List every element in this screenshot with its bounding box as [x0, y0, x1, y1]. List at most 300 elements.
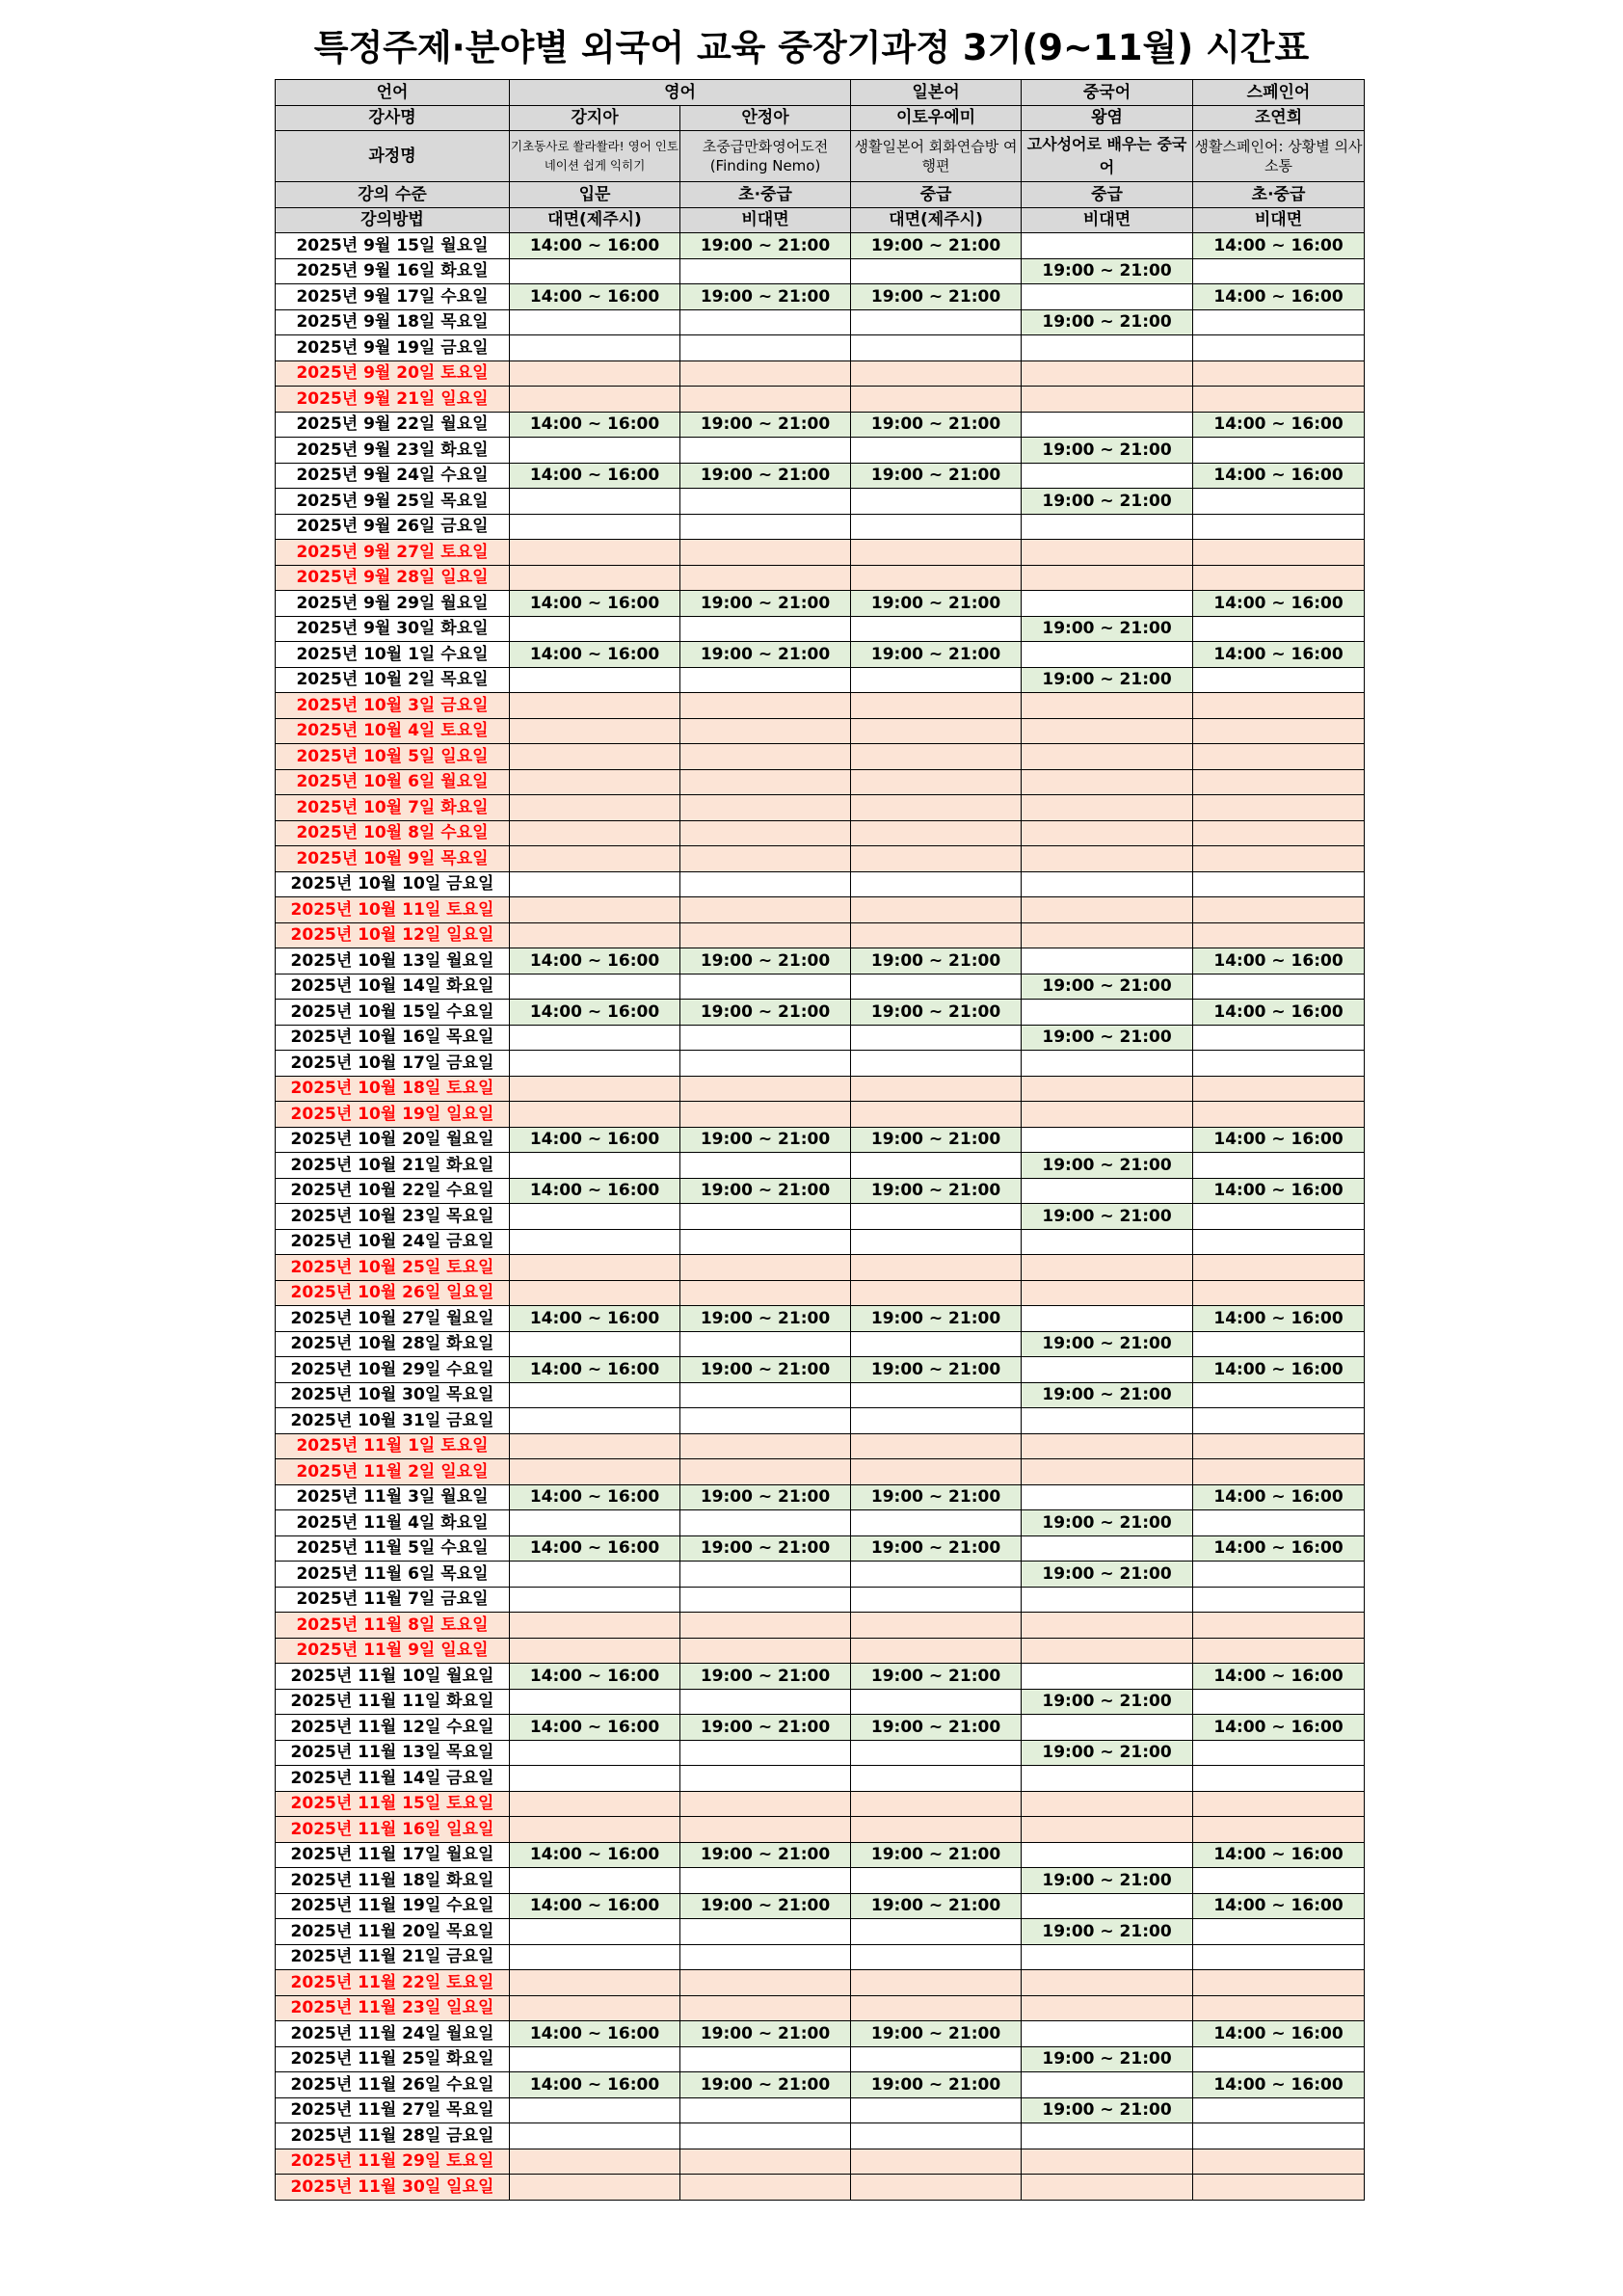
empty-cell: [680, 2046, 851, 2072]
empty-cell: [680, 438, 851, 464]
empty-cell: [510, 1740, 680, 1766]
empty-cell: [510, 718, 680, 744]
empty-cell: [510, 1995, 680, 2021]
class-time-cell: 19:00 ~ 21:00: [680, 2021, 851, 2047]
empty-cell: [680, 1562, 851, 1588]
schedule-row: [276, 1357, 1365, 1383]
date-cell: 2025년 9월 18일 목요일: [276, 309, 510, 335]
date-cell: 2025년 11월 2일 일요일: [276, 1459, 510, 1485]
empty-cell: [1193, 846, 1365, 872]
class-time-cell: 19:00 ~ 21:00: [680, 1715, 851, 1741]
empty-cell: [1193, 565, 1365, 591]
date-cell: 2025년 11월 19일 수요일: [276, 1893, 510, 1919]
date-cell: 2025년 10월 6일 월요일: [276, 769, 510, 795]
empty-cell: [680, 795, 851, 821]
class-time-cell: 14:00 ~ 16:00: [1193, 2021, 1365, 2047]
date-cell: 2025년 11월 10일 월요일: [276, 1664, 510, 1690]
empty-cell: [1022, 2149, 1193, 2175]
schedule-row: [276, 2021, 1365, 2047]
date-cell: 2025년 11월 3일 월요일: [276, 1484, 510, 1510]
class-time-cell: 19:00 ~ 21:00: [1022, 667, 1193, 693]
empty-cell: [510, 1102, 680, 1128]
empty-cell: [1193, 744, 1365, 770]
date-cell: 2025년 11월 9일 일요일: [276, 1638, 510, 1664]
empty-cell: [1022, 1791, 1193, 1817]
empty-cell: [680, 1255, 851, 1281]
empty-cell: [1022, 846, 1193, 872]
schedule-row: [276, 335, 1365, 361]
schedule-row: [276, 1893, 1365, 1919]
class-time-cell: 19:00 ~ 21:00: [680, 948, 851, 974]
empty-cell: [851, 744, 1022, 770]
holiday-row: [276, 540, 1365, 566]
schedule-row: [276, 871, 1365, 897]
class-time-cell: 14:00 ~ 16:00: [1193, 1535, 1365, 1562]
holiday-row: [276, 2149, 1365, 2175]
empty-cell: [680, 360, 851, 387]
empty-cell: [851, 565, 1022, 591]
holiday-row: [276, 693, 1365, 719]
holiday-row: [276, 1255, 1365, 1281]
class-time-cell: 19:00 ~ 21:00: [1022, 438, 1193, 464]
date-cell: 2025년 10월 28일 화요일: [276, 1331, 510, 1357]
holiday-row: [276, 1817, 1365, 1843]
date-cell: 2025년 10월 15일 수요일: [276, 1000, 510, 1026]
schedule-row: [276, 514, 1365, 540]
class-time-cell: 19:00 ~ 21:00: [1022, 1562, 1193, 1588]
holiday-row: [276, 922, 1365, 948]
class-time-cell: 14:00 ~ 16:00: [1193, 1893, 1365, 1919]
schedule-row: [276, 1025, 1365, 1051]
course-method: 비대면: [1022, 207, 1193, 233]
empty-cell: [680, 1280, 851, 1306]
class-time-cell: 19:00 ~ 21:00: [851, 591, 1022, 617]
schedule-row: [276, 1587, 1365, 1613]
empty-cell: [1022, 642, 1193, 668]
schedule-row: [276, 1051, 1365, 1077]
empty-cell: [851, 540, 1022, 566]
empty-cell: [851, 820, 1022, 846]
class-time-cell: 19:00 ~ 21:00: [680, 463, 851, 489]
date-cell: 2025년 10월 26일 일요일: [276, 1280, 510, 1306]
empty-cell: [1193, 667, 1365, 693]
empty-cell: [680, 1970, 851, 1996]
class-time-cell: 14:00 ~ 16:00: [510, 1893, 680, 1919]
empty-cell: [1022, 948, 1193, 974]
schedule-row: [276, 1868, 1365, 1894]
schedule-row: [276, 2046, 1365, 2072]
empty-cell: [1022, 1178, 1193, 1204]
language-spanish: 스페인어: [1193, 80, 1365, 106]
date-cell: 2025년 11월 6일 목요일: [276, 1562, 510, 1588]
empty-cell: [510, 974, 680, 1000]
empty-cell: [680, 1868, 851, 1894]
empty-cell: [851, 1766, 1022, 1792]
empty-cell: [851, 1153, 1022, 1179]
empty-cell: [1022, 1664, 1193, 1690]
empty-cell: [1022, 387, 1193, 413]
empty-cell: [510, 795, 680, 821]
class-time-cell: 19:00 ~ 21:00: [851, 1664, 1022, 1690]
empty-cell: [1193, 1638, 1365, 1664]
empty-cell: [1193, 1459, 1365, 1485]
empty-cell: [1022, 744, 1193, 770]
empty-cell: [1193, 769, 1365, 795]
empty-cell: [510, 1331, 680, 1357]
class-time-cell: 14:00 ~ 16:00: [1193, 284, 1365, 310]
empty-cell: [1022, 1944, 1193, 1970]
empty-cell: [680, 1613, 851, 1639]
date-cell: 2025년 11월 21일 금요일: [276, 1944, 510, 1970]
class-time-cell: 19:00 ~ 21:00: [1022, 1331, 1193, 1357]
empty-cell: [680, 1510, 851, 1536]
language-japanese: 일본어: [851, 80, 1022, 106]
empty-cell: [1193, 1944, 1365, 1970]
holiday-row: [276, 1970, 1365, 1996]
course-method: 대면(제주시): [510, 207, 680, 233]
date-cell: 2025년 10월 5일 일요일: [276, 744, 510, 770]
date-cell: 2025년 11월 28일 금요일: [276, 2123, 510, 2149]
schedule-row: [276, 1510, 1365, 1536]
empty-cell: [1193, 1613, 1365, 1639]
empty-cell: [510, 438, 680, 464]
date-cell: 2025년 11월 14일 금요일: [276, 1766, 510, 1792]
empty-cell: [680, 744, 851, 770]
class-time-cell: 19:00 ~ 21:00: [851, 233, 1022, 259]
class-time-cell: 14:00 ~ 16:00: [510, 591, 680, 617]
empty-cell: [1022, 795, 1193, 821]
class-time-cell: 19:00 ~ 21:00: [1022, 1510, 1193, 1536]
date-cell: 2025년 10월 24일 금요일: [276, 1229, 510, 1255]
course-method: 대면(제주시): [851, 207, 1022, 233]
empty-cell: [851, 1970, 1022, 1996]
empty-cell: [1022, 1995, 1193, 2021]
empty-cell: [510, 1204, 680, 1230]
empty-cell: [1022, 463, 1193, 489]
course-level: 입문: [510, 182, 680, 208]
class-time-cell: 14:00 ~ 16:00: [1193, 412, 1365, 438]
empty-cell: [1022, 1433, 1193, 1459]
empty-cell: [680, 693, 851, 719]
empty-cell: [510, 1025, 680, 1051]
holiday-row: [276, 1638, 1365, 1664]
instructor-name: 왕염: [1022, 105, 1193, 131]
holiday-row: [276, 718, 1365, 744]
holiday-row: [276, 897, 1365, 923]
date-cell: 2025년 9월 20일 토요일: [276, 360, 510, 387]
empty-cell: [851, 335, 1022, 361]
class-time-cell: 14:00 ~ 16:00: [510, 1306, 680, 1332]
empty-cell: [851, 1382, 1022, 1408]
class-time-cell: 14:00 ~ 16:00: [1193, 2072, 1365, 2098]
class-time-cell: 14:00 ~ 16:00: [1193, 948, 1365, 974]
date-cell: 2025년 9월 24일 수요일: [276, 463, 510, 489]
holiday-row: [276, 387, 1365, 413]
empty-cell: [851, 1868, 1022, 1894]
class-time-cell: 14:00 ~ 16:00: [1193, 1306, 1365, 1332]
empty-cell: [1022, 591, 1193, 617]
class-time-cell: 14:00 ~ 16:00: [1193, 1127, 1365, 1153]
empty-cell: [680, 565, 851, 591]
class-time-cell: 14:00 ~ 16:00: [510, 948, 680, 974]
class-time-cell: 14:00 ~ 16:00: [1193, 233, 1365, 259]
language-label: 언어: [276, 80, 510, 106]
schedule-row: [276, 489, 1365, 515]
method-header-row: [276, 207, 1365, 233]
empty-cell: [680, 1051, 851, 1077]
schedule-row: [276, 2097, 1365, 2123]
class-time-cell: 19:00 ~ 21:00: [851, 1000, 1022, 1026]
empty-cell: [1022, 233, 1193, 259]
class-time-cell: 19:00 ~ 21:00: [851, 1842, 1022, 1868]
empty-cell: [510, 769, 680, 795]
empty-cell: [1022, 1817, 1193, 1843]
class-time-cell: 19:00 ~ 21:00: [1022, 2046, 1193, 2072]
holiday-row: [276, 1791, 1365, 1817]
empty-cell: [680, 922, 851, 948]
date-cell: 2025년 9월 17일 수요일: [276, 284, 510, 310]
empty-cell: [851, 1995, 1022, 2021]
course-level: 중급: [851, 182, 1022, 208]
empty-cell: [1022, 1715, 1193, 1741]
date-cell: 2025년 11월 8일 토요일: [276, 1613, 510, 1639]
schedule-row: [276, 309, 1365, 335]
class-time-cell: 19:00 ~ 21:00: [680, 1178, 851, 1204]
date-cell: 2025년 11월 26일 수요일: [276, 2072, 510, 2098]
course-level: 초·중급: [1193, 182, 1365, 208]
class-time-cell: 14:00 ~ 16:00: [1193, 1178, 1365, 1204]
empty-cell: [680, 1638, 851, 1664]
empty-cell: [510, 1944, 680, 1970]
date-cell: 2025년 10월 29일 수요일: [276, 1357, 510, 1383]
class-time-cell: 19:00 ~ 21:00: [1022, 1204, 1193, 1230]
empty-cell: [680, 974, 851, 1000]
date-cell: 2025년 11월 4일 화요일: [276, 1510, 510, 1536]
empty-cell: [1193, 1868, 1365, 1894]
schedule-row: [276, 1766, 1365, 1792]
empty-cell: [851, 2123, 1022, 2149]
holiday-row: [276, 1459, 1365, 1485]
empty-cell: [1193, 1689, 1365, 1715]
empty-cell: [1022, 1102, 1193, 1128]
class-time-cell: 19:00 ~ 21:00: [680, 1000, 851, 1026]
date-cell: 2025년 10월 31일 금요일: [276, 1408, 510, 1434]
empty-cell: [1193, 1204, 1365, 1230]
schedule-row: [276, 233, 1365, 259]
course-method: 비대면: [1193, 207, 1365, 233]
empty-cell: [510, 1970, 680, 1996]
date-cell: 2025년 10월 9일 목요일: [276, 846, 510, 872]
empty-cell: [851, 769, 1022, 795]
schedule-row: [276, 258, 1365, 284]
empty-cell: [1193, 1817, 1365, 1843]
empty-cell: [680, 1331, 851, 1357]
class-time-cell: 19:00 ~ 21:00: [1022, 974, 1193, 1000]
empty-cell: [1022, 1280, 1193, 1306]
class-time-cell: 19:00 ~ 21:00: [851, 1893, 1022, 1919]
empty-cell: [1022, 922, 1193, 948]
class-time-cell: 19:00 ~ 21:00: [680, 1357, 851, 1383]
holiday-row: [276, 846, 1365, 872]
date-cell: 2025년 11월 13일 목요일: [276, 1740, 510, 1766]
date-cell: 2025년 9월 15일 월요일: [276, 233, 510, 259]
empty-cell: [851, 489, 1022, 515]
empty-cell: [1022, 1638, 1193, 1664]
class-time-cell: 14:00 ~ 16:00: [1193, 1484, 1365, 1510]
course-title: 초중급만화영어도전 (Finding Nemo): [680, 131, 851, 182]
empty-cell: [510, 565, 680, 591]
class-time-cell: 14:00 ~ 16:00: [510, 1178, 680, 1204]
date-cell: 2025년 10월 4일 토요일: [276, 718, 510, 744]
date-cell: 2025년 10월 1일 수요일: [276, 642, 510, 668]
empty-cell: [680, 387, 851, 413]
empty-cell: [680, 897, 851, 923]
empty-cell: [510, 693, 680, 719]
schedule-row: [276, 642, 1365, 668]
empty-cell: [1022, 1000, 1193, 1026]
empty-cell: [851, 2175, 1022, 2201]
empty-cell: [680, 309, 851, 335]
empty-cell: [510, 1638, 680, 1664]
date-cell: 2025년 10월 8일 수요일: [276, 820, 510, 846]
empty-cell: [1193, 718, 1365, 744]
schedule-row: [276, 463, 1365, 489]
class-time-cell: 19:00 ~ 21:00: [851, 1484, 1022, 1510]
empty-cell: [680, 1229, 851, 1255]
holiday-row: [276, 565, 1365, 591]
empty-cell: [1193, 309, 1365, 335]
date-cell: 2025년 10월 14일 화요일: [276, 974, 510, 1000]
empty-cell: [510, 2097, 680, 2123]
empty-cell: [680, 2097, 851, 2123]
date-cell: 2025년 9월 16일 화요일: [276, 258, 510, 284]
empty-cell: [851, 922, 1022, 948]
empty-cell: [510, 820, 680, 846]
empty-cell: [1193, 387, 1365, 413]
holiday-row: [276, 795, 1365, 821]
schedule-row: [276, 1204, 1365, 1230]
page-title: 특정주제·분야별 외국어 교육 중장기과정 3기(9~11월) 시간표: [313, 27, 1310, 68]
empty-cell: [680, 1766, 851, 1792]
schedule-row: [276, 1689, 1365, 1715]
class-time-cell: 14:00 ~ 16:00: [1193, 1664, 1365, 1690]
schedule-row: [276, 2123, 1365, 2149]
empty-cell: [510, 489, 680, 515]
empty-cell: [510, 335, 680, 361]
empty-cell: [1193, 1255, 1365, 1281]
class-time-cell: 14:00 ~ 16:00: [1193, 591, 1365, 617]
empty-cell: [851, 2149, 1022, 2175]
empty-cell: [1022, 769, 1193, 795]
empty-cell: [1193, 1766, 1365, 1792]
schedule-row: [276, 2072, 1365, 2098]
empty-cell: [680, 1076, 851, 1102]
instructor-name: 강지아: [510, 105, 680, 131]
empty-cell: [510, 1382, 680, 1408]
empty-cell: [1193, 258, 1365, 284]
empty-cell: [1193, 1331, 1365, 1357]
empty-cell: [1022, 1613, 1193, 1639]
empty-cell: [680, 2149, 851, 2175]
empty-cell: [851, 1562, 1022, 1588]
empty-cell: [510, 871, 680, 897]
empty-cell: [1193, 1587, 1365, 1613]
empty-cell: [680, 1433, 851, 1459]
class-time-cell: 14:00 ~ 16:00: [510, 1842, 680, 1868]
empty-cell: [1193, 540, 1365, 566]
class-time-cell: 19:00 ~ 21:00: [680, 1535, 851, 1562]
empty-cell: [1022, 2175, 1193, 2201]
empty-cell: [1022, 514, 1193, 540]
schedule-row: [276, 1331, 1365, 1357]
empty-cell: [1022, 718, 1193, 744]
empty-cell: [510, 1613, 680, 1639]
empty-cell: [1022, 2123, 1193, 2149]
empty-cell: [1022, 2021, 1193, 2047]
empty-cell: [851, 718, 1022, 744]
empty-cell: [851, 897, 1022, 923]
schedule-row: [276, 1484, 1365, 1510]
schedule-row: [276, 948, 1365, 974]
empty-cell: [1022, 1587, 1193, 1613]
empty-cell: [851, 1076, 1022, 1102]
empty-cell: [680, 1817, 851, 1843]
empty-cell: [510, 1817, 680, 1843]
class-time-cell: 14:00 ~ 16:00: [510, 1535, 680, 1562]
empty-cell: [851, 795, 1022, 821]
empty-cell: [1193, 820, 1365, 846]
empty-cell: [680, 1382, 851, 1408]
empty-cell: [851, 1689, 1022, 1715]
empty-cell: [851, 1459, 1022, 1485]
empty-cell: [680, 1587, 851, 1613]
empty-cell: [1022, 693, 1193, 719]
empty-cell: [510, 1051, 680, 1077]
empty-cell: [1022, 1229, 1193, 1255]
class-time-cell: 19:00 ~ 21:00: [1022, 1919, 1193, 1945]
empty-cell: [1193, 1433, 1365, 1459]
empty-cell: [851, 667, 1022, 693]
date-cell: 2025년 10월 21일 화요일: [276, 1153, 510, 1179]
empty-cell: [1193, 1051, 1365, 1077]
empty-cell: [851, 360, 1022, 387]
date-cell: 2025년 11월 27일 목요일: [276, 2097, 510, 2123]
empty-cell: [680, 1919, 851, 1945]
class-time-cell: 19:00 ~ 21:00: [851, 1535, 1022, 1562]
class-time-cell: 14:00 ~ 16:00: [1193, 642, 1365, 668]
class-time-cell: 19:00 ~ 21:00: [851, 412, 1022, 438]
class-time-cell: 19:00 ~ 21:00: [851, 284, 1022, 310]
date-cell: 2025년 11월 25일 화요일: [276, 2046, 510, 2072]
empty-cell: [1193, 2097, 1365, 2123]
empty-cell: [851, 387, 1022, 413]
class-time-cell: 14:00 ~ 16:00: [1193, 1715, 1365, 1741]
class-time-cell: 14:00 ~ 16:00: [510, 233, 680, 259]
empty-cell: [851, 514, 1022, 540]
date-cell: 2025년 11월 5일 수요일: [276, 1535, 510, 1562]
empty-cell: [680, 718, 851, 744]
empty-cell: [680, 1791, 851, 1817]
holiday-row: [276, 820, 1365, 846]
empty-cell: [680, 514, 851, 540]
date-cell: 2025년 9월 27일 토요일: [276, 540, 510, 566]
class-time-cell: 19:00 ~ 21:00: [1022, 1740, 1193, 1766]
class-time-cell: 19:00 ~ 21:00: [851, 948, 1022, 974]
empty-cell: [680, 335, 851, 361]
date-cell: 2025년 10월 3일 금요일: [276, 693, 510, 719]
class-time-cell: 19:00 ~ 21:00: [1022, 309, 1193, 335]
schedule-row: [276, 412, 1365, 438]
